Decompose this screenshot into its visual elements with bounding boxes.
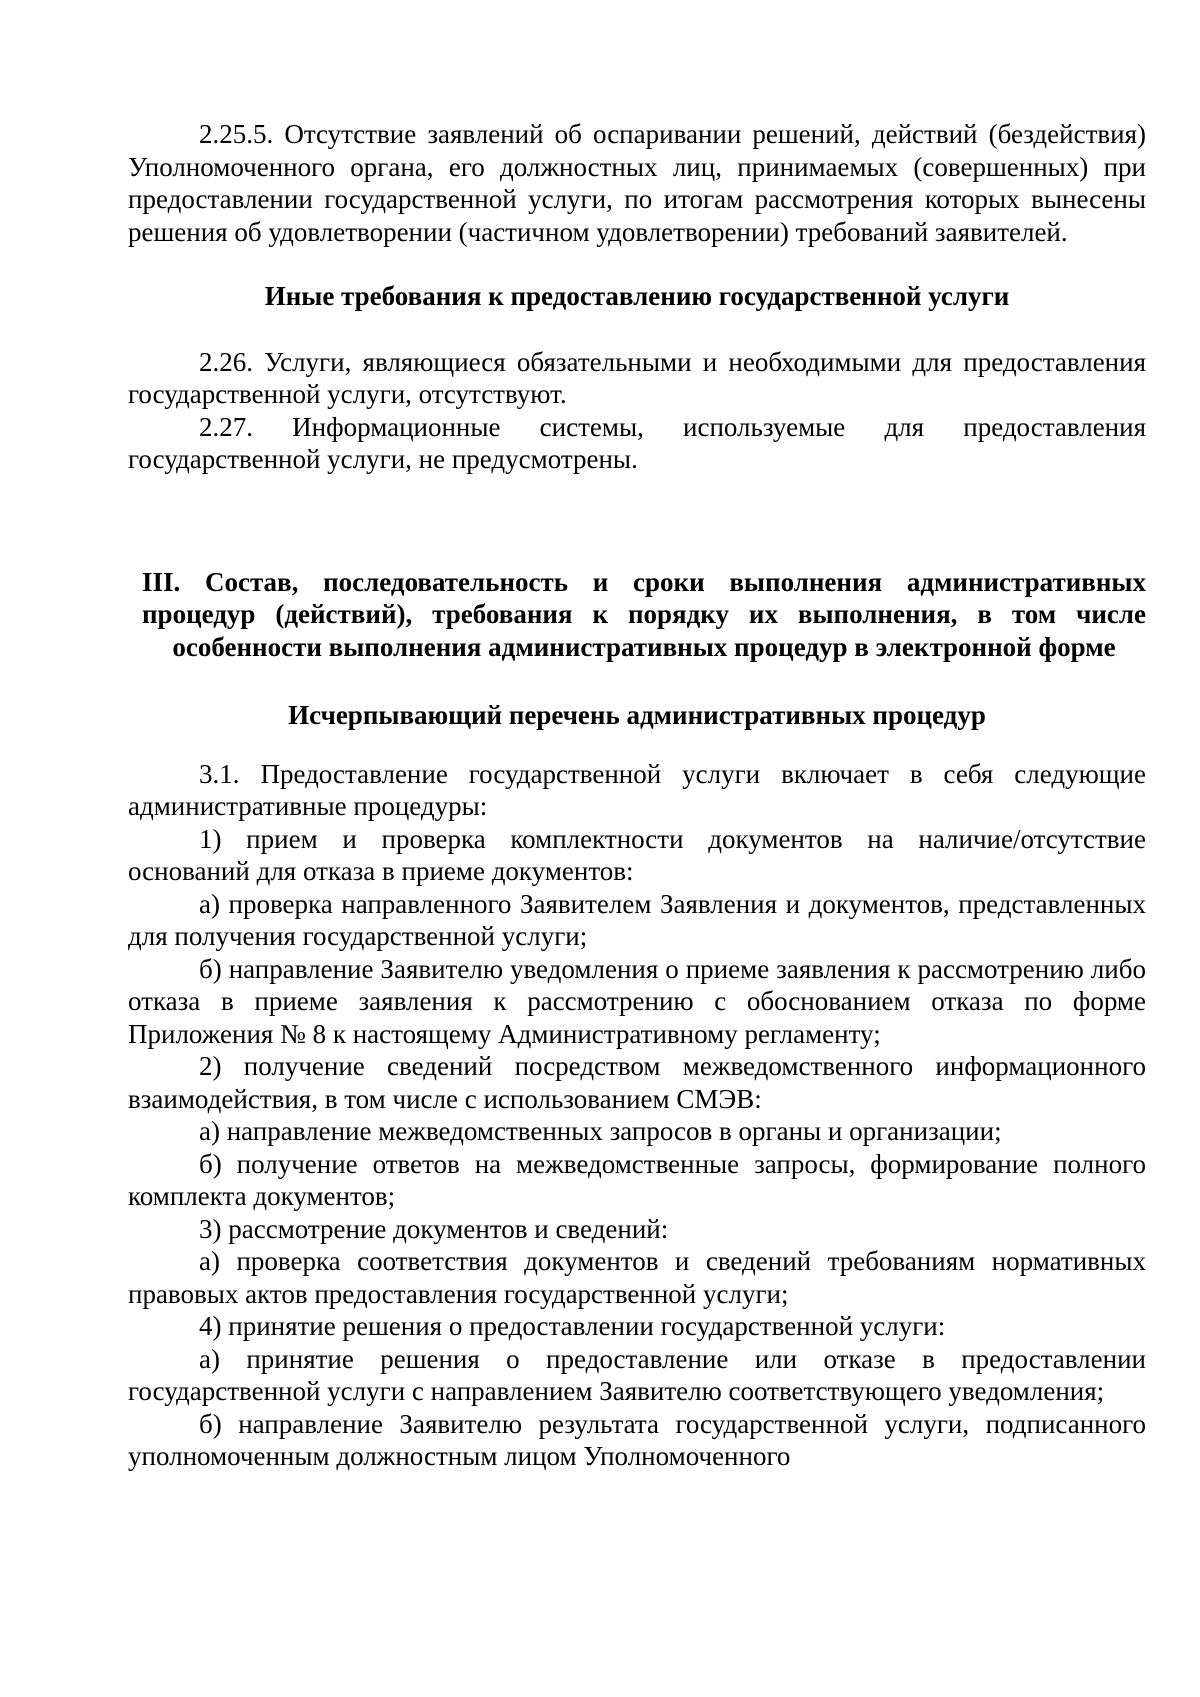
section-heading-iii: III. Состав, последовательность и сроки выполнения административных процедур (действий), требования к порядку их выполнения, в том числе особенности выполнения административных процедур в электронной форме: [142, 566, 1146, 662]
paragraph-2-27: 2.27. Информационные системы, используемые для предоставления государственной услуги, не предусмотрены.: [128, 411, 1146, 474]
list-item-4a: а) принятие решения о предоставление или отказе в предоставлении государственной услуги с направлением Заявителю соответствующего уведомления;: [128, 1343, 1146, 1406]
document-page: [128, 118, 1146, 1473]
paragraph-2-25-5: 2.25.5. Отсутствие заявлений об оспаривании решений, действий (бездействия) Уполномоченного органа, его должностных лиц, принимаемых (совершенных) при предоставлении государственной услуги, по итогам рассмотрения которых вынесены решения об удовлетворении (частичном удовлетворении) требований заявителей.: [128, 119, 1146, 247]
list-item-2a: а) направление межведомственных запросов в органы и организации;: [199, 1116, 1002, 1146]
list-item-3a: а) проверка соответствия документов и сведений требованиям нормативных правовых актов предоставления государственной услуги;: [128, 1246, 1146, 1309]
subheading-procedures-list: Исчерпывающий перечень административных процедур: [288, 700, 986, 730]
list-item-3: 3) рассмотрение документов и сведений:: [199, 1213, 669, 1244]
list-item-1: 1) прием и проверка комплектности документов на наличие/отсутствие оснований для отказа в приеме документов:: [128, 823, 1146, 886]
list-item-2b: б) получение ответов на межведомственные запросы, формирование полного комплекта документов;: [128, 1148, 1146, 1211]
list-item-4: 4) принятие решения о предоставлении государственной услуги:: [199, 1311, 946, 1341]
heading-other-requirements: Иные требования к предоставлению государственной услуги: [264, 281, 1010, 311]
list-item-1b: б) направление Заявителю уведомления о приеме заявления к рассмотрению либо отказа в приеме заявления к рассмотрению с обоснованием отказа по форме Приложения № 8 к настоящему Административному регламенту;: [128, 953, 1146, 1049]
list-item-4b: б) направление Заявителю результата государственной услуги, подписанного уполномоченным должностным лицом Уполномоченного: [128, 1408, 1146, 1471]
paragraph-2-26: 2.26. Услуги, являющиеся обязательными и необходимыми для предоставления государственной услуги, отсутствуют.: [128, 346, 1146, 409]
list-item-1a: а) проверка направленного Заявителем Заявления и документов, представленных для получения государственной услуги;: [128, 888, 1146, 951]
list-item-2: 2) получение сведений посредством межведомственного информационного взаимодействия, в том числе с использованием СМЭВ:: [128, 1051, 1146, 1114]
paragraph-3-1: 3.1. Предоставление государственной услуги включает в себя следующие административные процедуры:: [128, 758, 1146, 821]
